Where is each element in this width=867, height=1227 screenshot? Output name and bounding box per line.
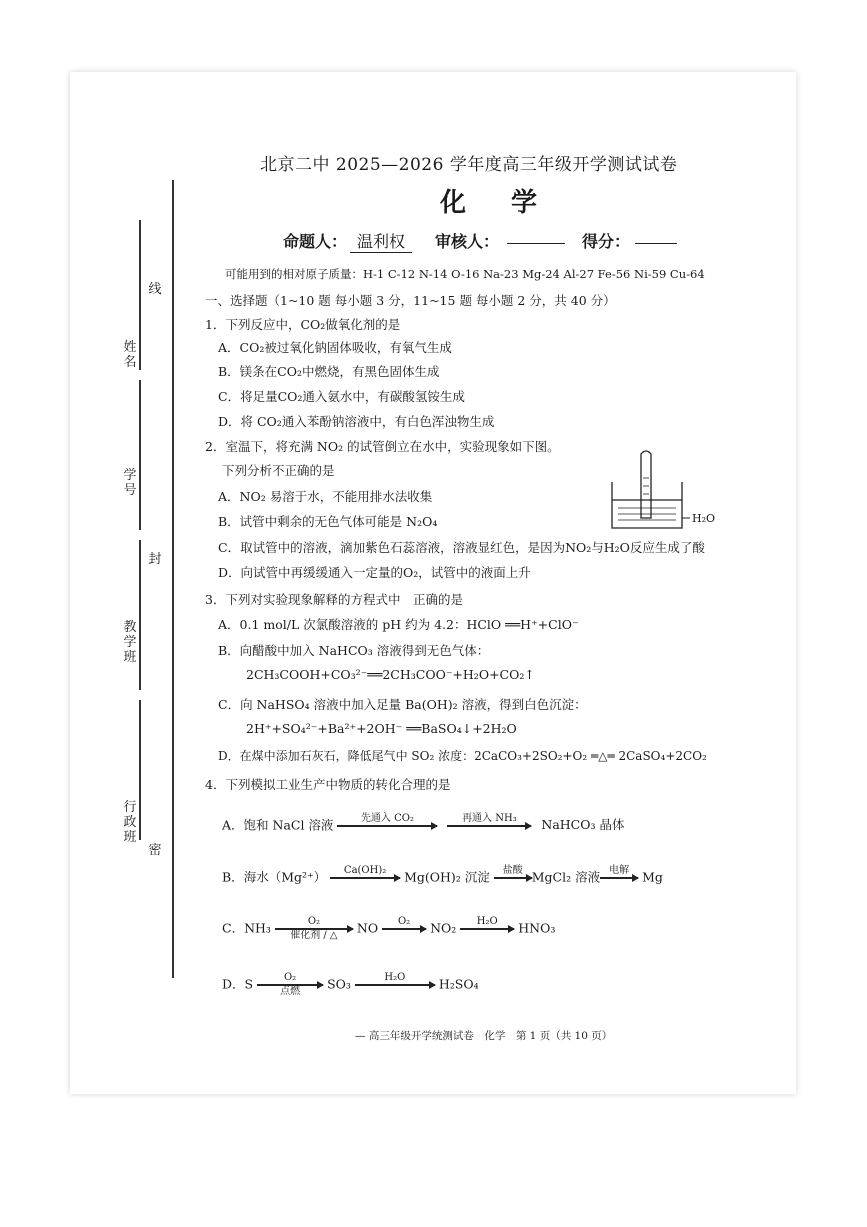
q4-b-step-3: MgCl₂ 溶液 [531, 869, 601, 885]
q4-c-arrow-1 [275, 916, 353, 942]
student-id-label: 学号 [123, 468, 137, 498]
atomic-masses: 可能用到的相对原子质量：H-1 C-12 N-14 O-16 Na-23 Mg-24 Al-27 Fe-56 Ni-59 Cu-64 [225, 267, 705, 281]
q4-a-product: NaHCO₃ 晶体 [541, 817, 625, 833]
q2-option-a: A．NO₂ 易溶于水，不能用排水法收集 [218, 489, 433, 504]
q1-option-c: C．将足量CO₂通入氨水中，有碳酸氢铵生成 [218, 389, 465, 404]
score-blank [635, 243, 677, 244]
q4-d-arrow-1 [257, 972, 323, 998]
q4-d-cond-1b: 点燃 [280, 985, 301, 997]
q4-c-cond-2: O₂ [397, 916, 411, 927]
q3-option-c-equation: 2H⁺+SO₄²⁻+Ba²⁺+2OH⁻ ══BaSO₄↓+2H₂O [246, 721, 517, 736]
author-name-field [350, 229, 412, 253]
q4-d-cond-1: O₂ [283, 972, 297, 983]
q4-c-cond-3: H₂O [476, 916, 498, 927]
score-label: 得分： [582, 232, 631, 251]
secret-mark: 密 [148, 843, 162, 858]
q4-a-arrow-1 [337, 813, 437, 839]
q4-a-start: 饱和 NaCl 溶液 [243, 817, 334, 833]
q4-option-c-row [222, 916, 555, 942]
q4-d-label: D． [222, 976, 245, 992]
q4-c-product: HNO₃ [518, 920, 556, 936]
class-label: 教学班 [123, 620, 137, 665]
q2-option-b: B．试管中剩余的无色气体可能是 N₂O₄ [218, 514, 438, 529]
q1-option-d: D．将 CO₂通入苯酚钠溶液中，有白色浑浊物生成 [218, 414, 495, 429]
name-blank [139, 220, 141, 370]
binding-line [172, 180, 174, 978]
author-name: 温利权 [350, 229, 412, 253]
q4-option-d-row [222, 972, 479, 998]
q4-c-start: NH₃ [244, 920, 271, 936]
q2-option-d: D．向试管中再缓缓通入一定量的O₂，试管中的液面上升 [218, 565, 531, 580]
q4-b-cond-2: 盐酸 [502, 865, 523, 876]
q4-b-start: 海水（Mg²⁺） [243, 869, 327, 885]
q4-b-arrow-2 [494, 865, 532, 891]
q4-b-label: B． [222, 869, 244, 885]
page-footer: — 高三年级开学统测试卷 化学 第 1 页（共 10 页） [355, 1030, 613, 1042]
q2-option-c: C．取试管中的溶液，滴加紫色石蕊溶液，溶液显红色，是因为NO₂与H₂O反应生成了酸 [218, 540, 705, 555]
q4-a-cond-1: 先通入 CO₂ [360, 813, 414, 824]
q3-option-a: A．0.1 mol/L 次氯酸溶液的 pH 约为 4.2：HClO ══H⁺+ClO⁻ [218, 617, 579, 632]
q4-b-product: Mg [642, 869, 663, 885]
q4-a-cond-2: 再通入 NH₃ [462, 813, 517, 824]
question-1-stem: 1．下列反应中，CO₂做氧化剂的是 [205, 317, 401, 332]
q4-c-label: C． [222, 920, 245, 936]
admin-class-blank [139, 700, 141, 840]
water-label: H₂O [692, 512, 716, 525]
q4-d-cond-2: H₂O [384, 972, 406, 983]
q1-option-a: A．CO₂被过氧化钠固体吸收，有氧气生成 [218, 340, 452, 355]
q4-b-cond-1: Ca(OH)₂ [343, 865, 387, 876]
q4-c-arrow-2 [382, 916, 426, 942]
q4-b-step-2: Mg(OH)₂ 沉淀 [404, 869, 490, 885]
q4-d-step-2: SO₃ [327, 976, 351, 992]
q3-option-d: D．在煤中添加石灰石，降低尾气中 SO₂ 浓度：2CaCO₃+2SO₂+O₂ ═△═ 2CaSO₄+2CO₂ [218, 749, 707, 763]
subject-heading: 化 学 [440, 188, 556, 218]
question-3-stem: 3．下列对实验现象解释的方程式中 正确的是 [205, 592, 463, 607]
question-4-stem: 4．下列模拟工业生产中物质的转化合理的是 [205, 777, 451, 792]
admin-class-label: 行政班 [123, 800, 137, 845]
author-label: 命题人： [283, 232, 348, 251]
q4-c-step-3: NO₂ [430, 920, 457, 936]
q3-option-c: C．向 NaHSO₄ 溶液中加入足量 Ba(OH)₂ 溶液，得到白色沉淀： [218, 697, 587, 712]
reviewer-label: 审核人： [435, 232, 500, 251]
q4-d-product: H₂SO₄ [438, 976, 479, 992]
q4-c-cond-1b: 催化剂 / △ [290, 929, 338, 941]
q4-d-arrow-2 [355, 972, 435, 998]
q4-c-step-2: NO [356, 920, 379, 936]
q4-d-start: S [244, 976, 254, 992]
q3-option-b-equation: 2CH₃COOH+CO₃²⁻══2CH₃COO⁻+H₂O+CO₂↑ [246, 667, 535, 682]
q4-option-a-row [222, 813, 624, 839]
beaker-icon [612, 482, 682, 528]
student-id-blank [139, 380, 141, 530]
line-mark: 线 [148, 282, 162, 297]
q4-a-arrow-2 [447, 813, 531, 839]
seal-mark: 封 [148, 552, 162, 567]
q4-b-cond-3: 电解 [609, 865, 630, 876]
class-blank [139, 540, 141, 690]
section-heading: 一、选择题（1~10 题 每小题 3 分，11~15 题 每小题 2 分，共 40 分） [205, 293, 616, 308]
q3-option-b: B．向醋酸中加入 NaHCO₃ 溶液得到无色气体： [218, 643, 490, 658]
q4-a-label: A． [222, 817, 244, 833]
reviewer-blank [507, 243, 565, 244]
q1-option-b: B．镁条在CO₂中燃烧，有黑色固体生成 [218, 364, 440, 379]
question-2-stem: 2．室温下，将充满 NO₂ 的试管倒立在水中，实验现象如下图。 [205, 439, 560, 454]
q4-b-arrow-3 [600, 865, 638, 891]
q4-b-arrow-1 [330, 865, 400, 891]
q4-c-arrow-3 [460, 916, 514, 942]
q4-option-b-row [222, 865, 663, 891]
question-2-sub: 下列分析不正确的是 [222, 463, 335, 478]
q4-c-cond-1: O₂ [307, 916, 321, 927]
name-label: 姓名 [123, 340, 137, 370]
exam-title: 北京二中 2025—2026 学年度高三年级开学测试试卷 [260, 155, 678, 175]
